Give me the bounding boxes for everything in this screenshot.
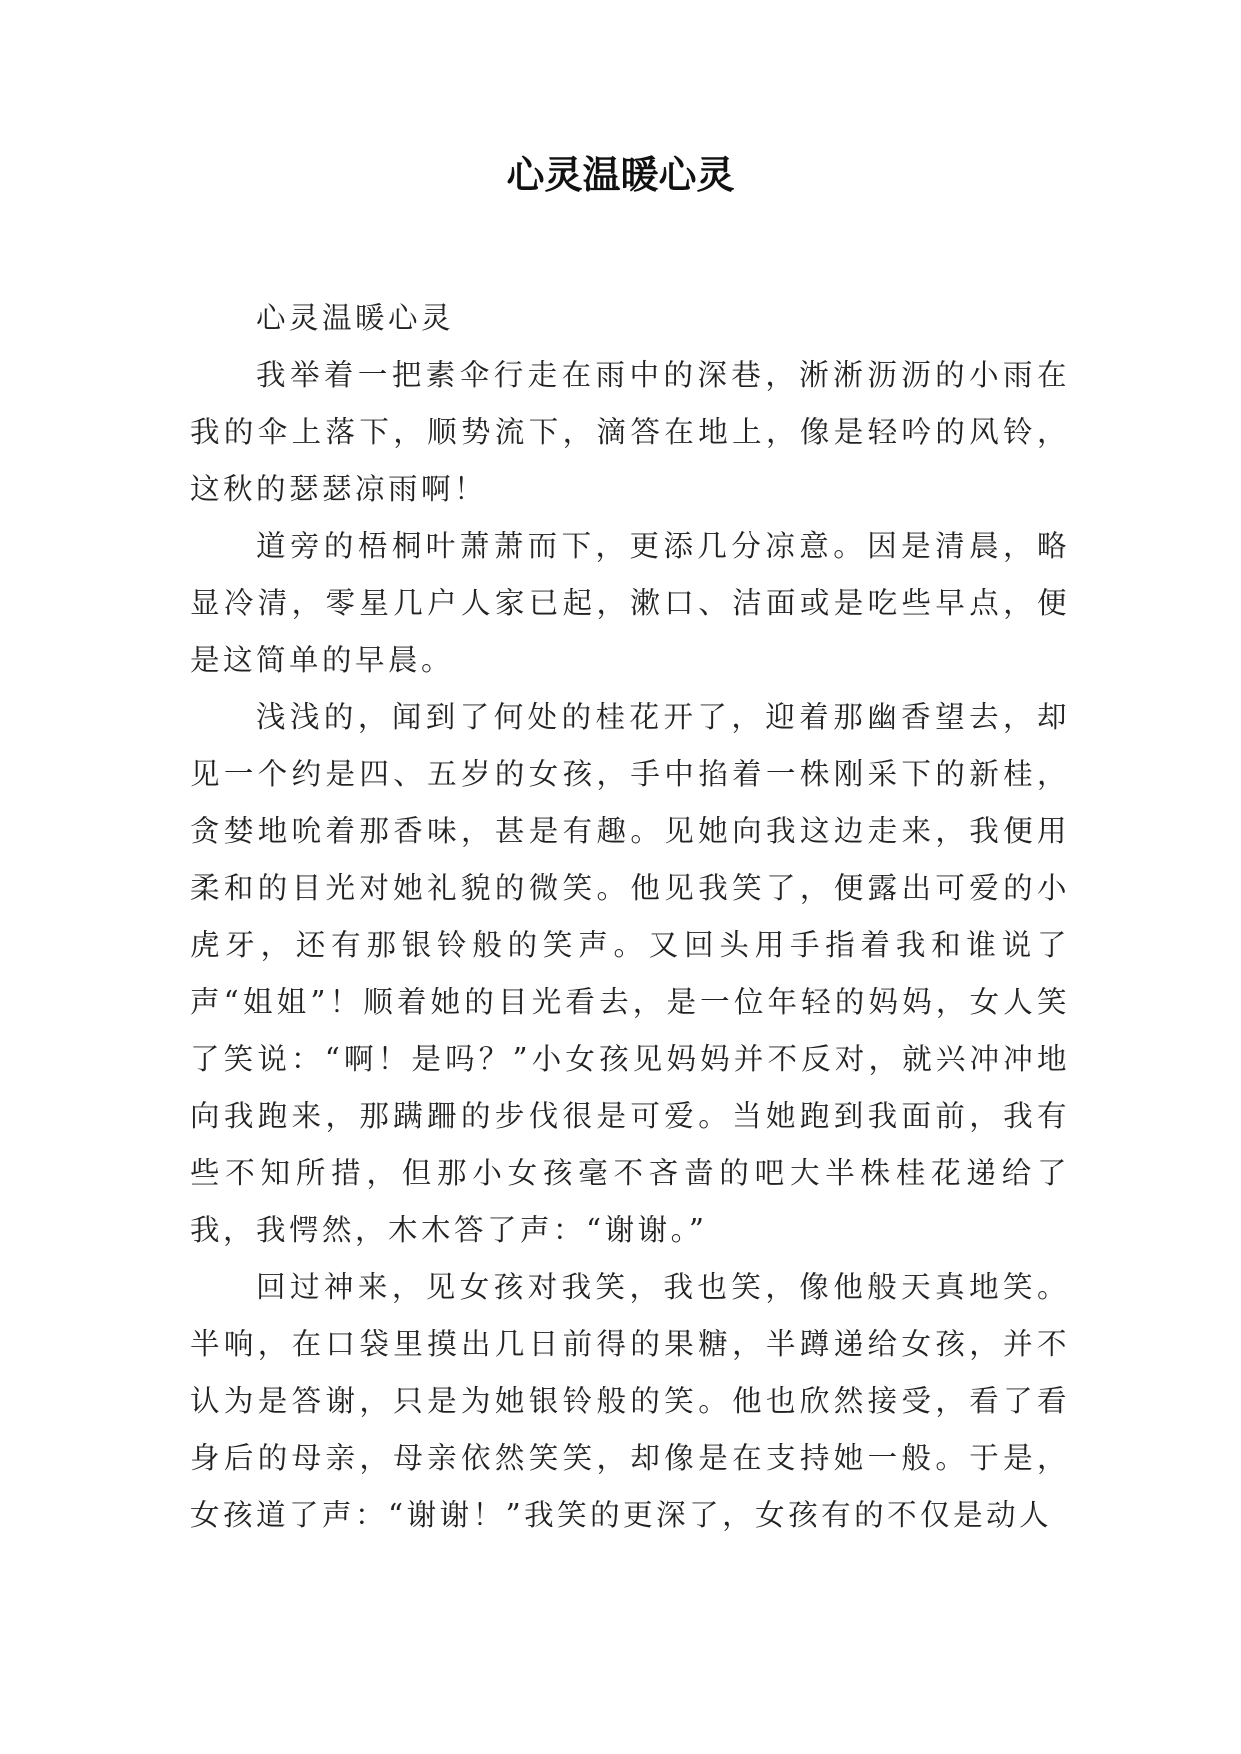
paragraph: 回过神来，见女孩对我笑，我也笑，像他般天真地笑。半响，在口袋里摸出几日前得的果糖，半蹲递给女孩，并不认为是答谢，只是为她银铃般的笑。他也欣然接受，看了看身后的母亲，母亲依然笑笑，却像是在支持她一般。于是，女孩道了声：“谢谢！”我笑的更深了，女孩有的不仅是动人 [190, 1270, 1070, 1532]
paragraph-heading: 心灵温暖心灵 [256, 301, 455, 335]
document-title: 心灵温暖心灵 [506, 153, 735, 197]
paragraph: 我举着一把素伞行走在雨中的深巷，淅淅沥沥的小雨在我的伞上落下，顺势流下，滴答在地上，像是轻吟的风铃，这秋的瑟瑟凉雨啊！ [190, 358, 1070, 506]
paragraph: 道旁的梧桐叶萧萧而下，更添几分凉意。因是清晨，略显冷清，零星几户人家已起，漱口、洁面或是吃些早点，便是这简单的早晨。 [190, 529, 1070, 677]
document-body [190, 290, 1070, 1544]
paragraph: 浅浅的，闻到了何处的桂花开了，迎着那幽香望去，却见一个约是四、五岁的女孩，手中掐着一株刚采下的新桂，贪婪地吮着那香味，甚是有趣。见她向我这边走来，我便用柔和的目光对她礼貌的微笑。他见我笑了，便露出可爱的小虎牙，还有那银铃般的笑声。又回头用手指着我和谁说了声“姐姐”！顺着她的目光看去，是一位年轻的妈妈，女人笑了笑说：“啊！是吗？”小女孩见妈妈并不反对，就兴冲冲地向我跑来，那蹒跚的步伐很是可爱。当她跑到我面前，我有些不知所措，但那小女孩毫不吝啬的吧大半株桂花递给了我，我愕然，木木答了声：“谢谢。” [190, 700, 1070, 1247]
